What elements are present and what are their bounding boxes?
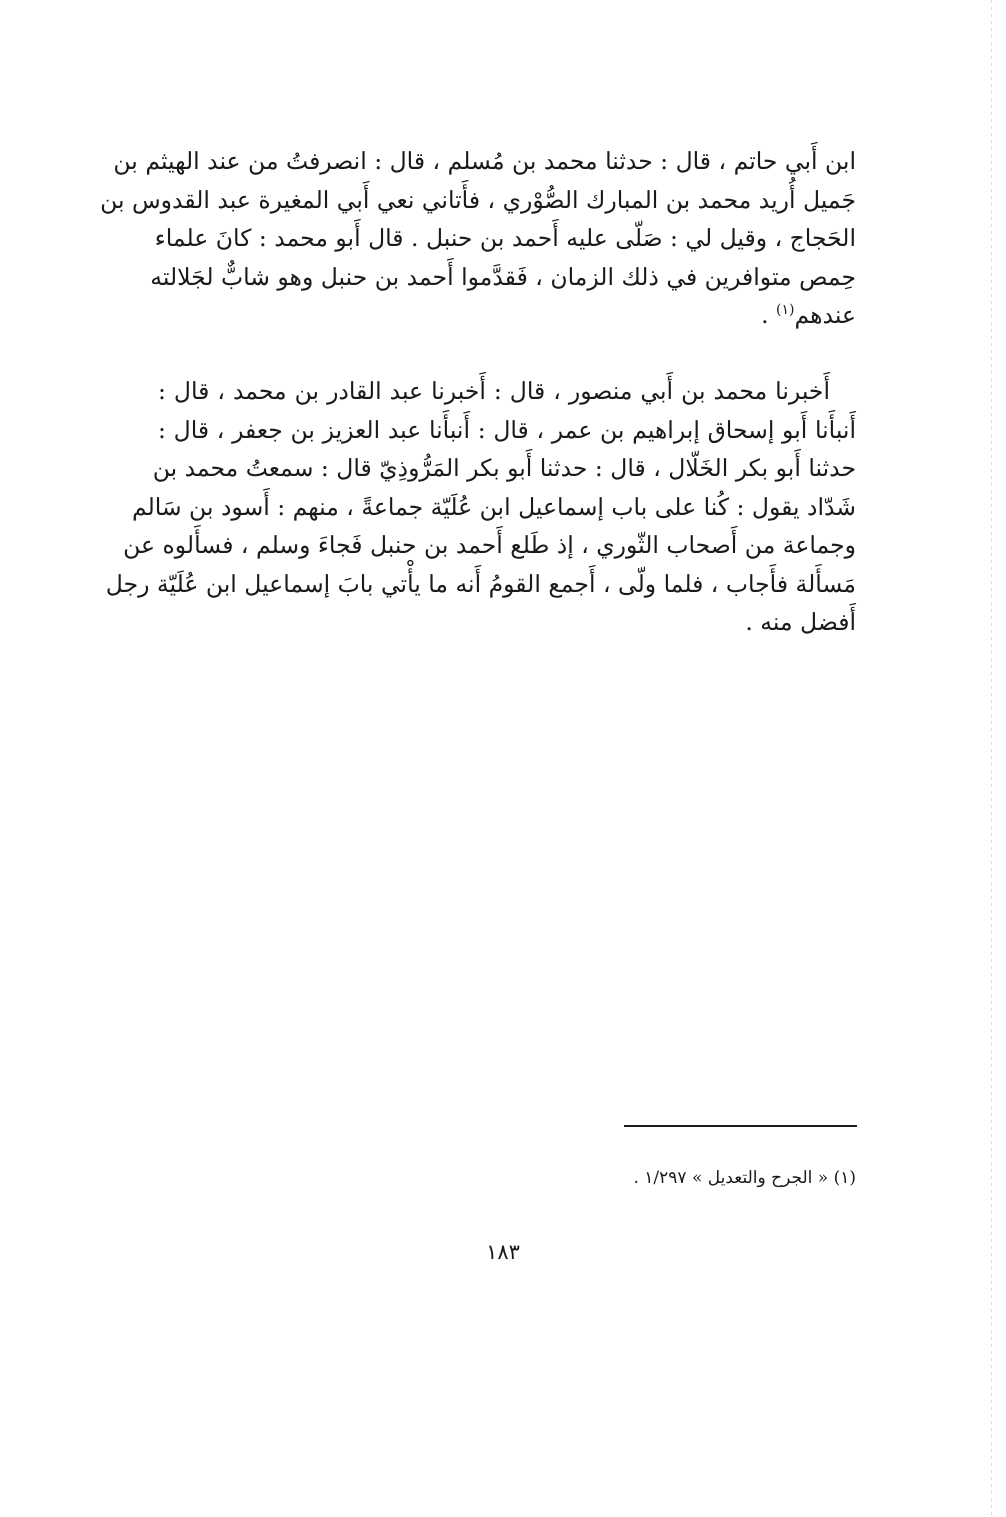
paragraph-2	[105, 372, 856, 642]
text-line: حِمص متوافرين في ذلك الزمان ، فَقدَّموا أَحمد بن حنبل وهو شابٌّ لجَلالته	[150, 262, 856, 291]
text-line: شَدّاد يقول : كُنا على باب إسماعيل ابن عُلَيّة جماعةً ، منهم : أَسود بن سَالم	[131, 492, 856, 521]
text-line: أَنبأَنا أَبو إسحاق إبراهيم بن عمر ، قال : أَنبأَنا عبد العزيز بن جعفر ، قال :	[158, 415, 856, 444]
paragraph-1	[100, 142, 856, 335]
text-line-last	[158, 296, 856, 335]
footnote-separator	[624, 1125, 857, 1127]
text-line: ابن أَبي حاتم ، قال : حدثنا محمد بن مُسلم ، قال : انصرفتُ من عند الهيثم بن	[113, 147, 856, 175]
text-line: مَسأَلة فأَجاب ، فلما ولّى ، أَجمع القومُ أَنه ما يأْتي بابَ إسماعيل ابن عُلَيّة رجل	[105, 569, 856, 598]
text-line: جَميل أُريد محمد بن المبارك الصُّوْري ، فأَتاني نعي أَبي المغيرة عبد القدوس بن	[100, 185, 856, 214]
text-line: وجماعة من أَصحاب الثّوري ، إذ طَلع أَحمد بن حنبل فَجاءَ وسلم ، فسأَلوه عن	[123, 531, 856, 559]
page-number: ١٨٣	[486, 1240, 520, 1264]
text-line-content: عندهم	[794, 301, 856, 329]
text-line-last: أَفضل منه .	[745, 608, 856, 636]
scan-edge-line	[991, 0, 992, 1517]
text-line-tail: .	[761, 301, 777, 329]
footnote-reference-marker: (١)	[776, 302, 795, 319]
text-line: حدثنا أَبو بكر الخَلّال ، قال : حدثنا أَبو بكر المَرُّوذِيّ قال : سمعتُ محمد بن	[152, 454, 856, 482]
footnote: (١) « الجرح والتعديل » ١/٢٩٧ .	[633, 1168, 856, 1188]
text-line: الحَجاج ، وقيل لي : صَلّى عليه أَحمد بن حنبل . قال أَبو محمد : كانَ علماء	[154, 224, 856, 252]
text-line: أَخبرنا محمد بن أَبي منصور ، قال : أَخبرنا عبد القادر بن محمد ، قال :	[158, 377, 830, 405]
